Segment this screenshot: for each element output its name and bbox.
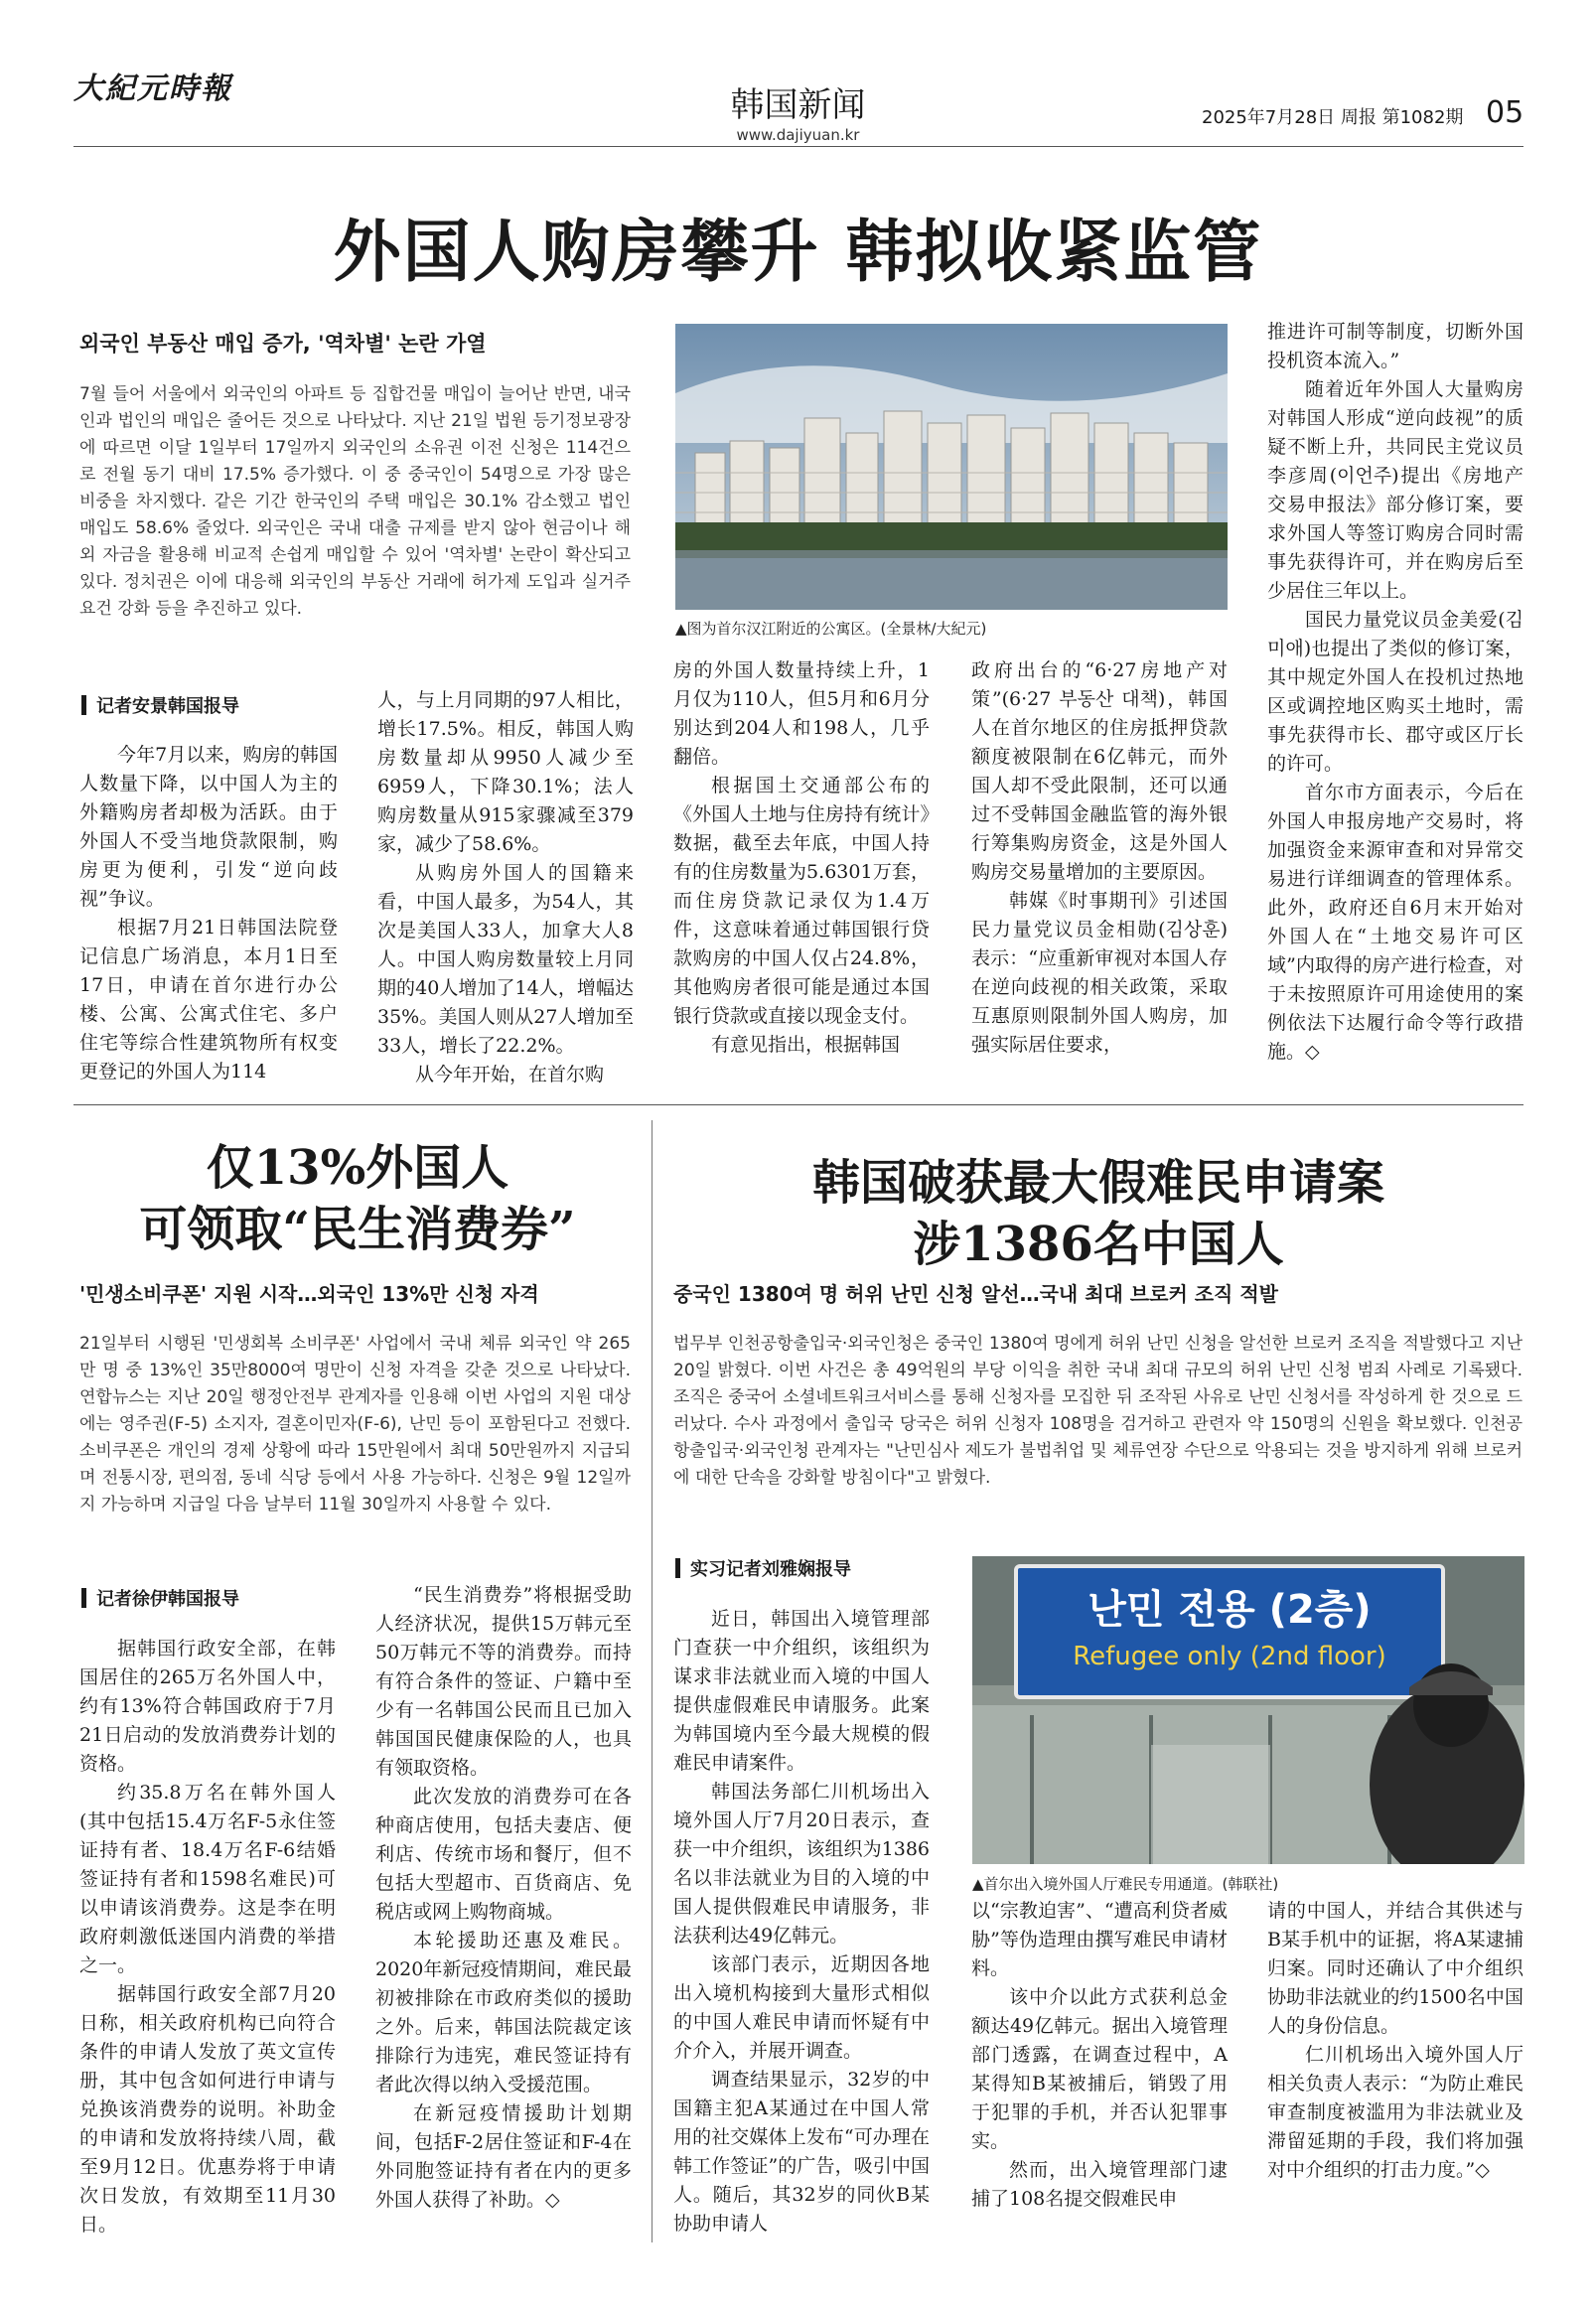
paragraph-continued: 政府出台的“6·27房地产对策”(6·27 부동산 대책)，韩国人在首尔地区的住房抵押贷款额度被限制在6亿韩元，而外国人却不受此限制，还可以通过不受韩国金融监管的海外银行筹集购房资金，这是外国人购房交易量增加的主要原因。 bbox=[971, 659, 1228, 883]
article3-headline-line-2: 涉1386名中国人 bbox=[913, 1217, 1284, 1272]
article3-headline-line-1: 韩国破获最大假难民申请案 bbox=[811, 1155, 1384, 1211]
article3-photo-caption: ▲首尔出入境外国人厅难民专用通道。(韩联社) bbox=[972, 1875, 1279, 1893]
article2-kr-body: 21일부터 시행된 '민생회복 소비쿠폰' 사업에서 국내 체류 외국인 약 265만 명 중 13%인 35만8000여 명만이 신청 자격을 갖춘 것으로 나타났다. 연합뉴스는 지난 20일 행정안전부 관계자를 인용해 이번 사업의 지원 대상에는 영주권(F-5) 소지자, 결혼이민자(F-6), 난민 등이 포함된다고 전했다. 소비쿠폰은 개인의 경제 상황에 따라 15만원에서 최대 50만원까지 지급되며 전통시장, 편의점, 동네 식당 등에서 사용 가능하다. 신청은 9월 12일까지 가능하며 지급일 다음 날부터 11월 30일까지 사용할 수 있다. bbox=[79, 1334, 631, 1515]
article3-headline bbox=[671, 1152, 1525, 1275]
article1-column-2 bbox=[377, 686, 634, 1089]
article3-kr-subhead: 중국인 1380여 명 허위 난민 신청 알선…국내 최대 브로커 조직 적발 bbox=[673, 1282, 1278, 1306]
article1-column-1 bbox=[79, 741, 338, 1086]
article2-column-1 bbox=[79, 1635, 336, 2239]
article2-headline-line-2: 可领取“民生消费券” bbox=[139, 1202, 576, 1257]
refugee-sign-english: Refugee only (2nd floor) bbox=[1073, 1642, 1386, 1671]
paragraph: 约35.8万名在韩外国人(其中包括15.4万名F-5永住签证持有者、18.4万名F-6结婚签证持有者和1598名难民)可以申请该消费券。这是李在明政府刺激低迷国内消费的举措之一。 bbox=[79, 1782, 336, 1976]
byline-marker bbox=[675, 1558, 680, 1578]
paragraph-continued: 推进许可制等制度，切断外国投机资本流入。” bbox=[1267, 321, 1523, 371]
article1-kr-subhead: 외국인 부동산 매입 증가, '역차별' 논란 가열 bbox=[79, 332, 487, 356]
section-title: 韩国新闻 bbox=[730, 85, 866, 125]
article3-column-1 bbox=[673, 1605, 930, 2239]
paragraph: 该中介以此方式获利总金额达49亿韩元。据出入境管理部门透露，在调查过程中，A某得知B某被捕后，销毁了用于犯罪的手机，并否认犯罪事实。 bbox=[971, 1986, 1228, 2152]
paragraph: 国民力量党议员金美爱(김미애)也提出了类似的修订案，其中规定外国人在投机过热地区或调控地区购买土地时，需事先获得市长、郡守或区厅长的许可。 bbox=[1267, 609, 1523, 775]
paragraph: 本轮援助还惠及难民。2020年新冠疫情期间，难民最初被排除在市政府类似的援助之外。后来，韩国法院裁定该排除行为违宪，难民签证持有者此次得以纳入受援范围。 bbox=[375, 1930, 632, 2095]
article1-byline-text: 记者安景韩国报导 bbox=[96, 696, 239, 717]
paragraph-continued: 人，与上月同期的97人相比，增长17.5%。相反，韩国人购房数量却从9950人减少至6959人，下降30.1%；法人购房数量从915家骤减至379家，减少了58.6%。 bbox=[377, 689, 634, 855]
article3-column-3 bbox=[1267, 1897, 1523, 2185]
article2-headline-line-1: 仅13%外国人 bbox=[206, 1140, 509, 1196]
article1-byline bbox=[81, 692, 239, 718]
article1-column-3 bbox=[673, 656, 930, 1060]
paragraph: 调查结果显示，32岁的中国籍主犯A某通过在中国人常用的社交媒体上发布“可办理在韩工作签证”的广告，吸引中国人。随后，其32岁的同伙B某协助申请人 bbox=[673, 2069, 930, 2235]
byline-marker bbox=[81, 695, 86, 715]
article2-column-2 bbox=[375, 1581, 632, 2215]
site-url[interactable]: www.dajiyuan.kr bbox=[736, 126, 860, 144]
article2-headline bbox=[79, 1137, 636, 1260]
page-number: 05 bbox=[1486, 95, 1524, 130]
paragraph: 韩媒《时事期刊》引述国民力量党议员金相勋(김상훈)表示：“应重新审视对本国人存在逆向歧视的相关政策，采取互惠原则限制外国人购房，加强实际居住要求， bbox=[971, 890, 1228, 1056]
paragraph: 根据国土交通部公布的《外国人土地与住房持有统计》数据，截至去年底，中国人持有的住房数量为5.6301万套，而住房贷款记录仅为1.4万件，这意味着通过韩国银行贷款购房的中国人仅占24.8%，其他购房者很可能是通过本国银行贷款或直接以现金支付。 bbox=[673, 775, 930, 1027]
article1-column-4 bbox=[971, 656, 1228, 1060]
paragraph: 首尔市方面表示，今后在外国人申报房地产交易时，将加强资金来源审查和对异常交易进行详细调查的管理体系。此外，政府还自6月末开始对外国人在“土地交易许可区域”内取得的房产进行检查，对于未按照原许可用途使用的案例依法下达履行命令等行政措施。◇ bbox=[1267, 782, 1523, 1063]
paragraph: 据韩国行政安全部7月20日称，相关政府机构已向符合条件的申请人发放了英文宣传册，其中包含如何进行申请与兑换该消费券的说明。补助金的申请和发放将持续八周，截至9月12日。优惠券将于申请次日发放，有效期至11月30日。 bbox=[79, 1983, 336, 2236]
paragraph: 近日，韩国出入境管理部门查获一中介组织，该组织为谋求非法就业而入境的中国人提供虚假难民申请服务。此案为韩国境内至今最大规模的假难民申请案件。 bbox=[673, 1608, 930, 1774]
paragraph: 该部门表示，近期因各地出入境机构接到大量形式相似的中国人难民申请而怀疑有中介介入，并展开调查。 bbox=[673, 1953, 930, 2062]
paragraph: 今年7月以来，购房的韩国人数量下降，以中国人为主的外籍购房者却极为活跃。由于外国人不受当地贷款限制，购房更为便利，引发“逆向歧视”争议。 bbox=[79, 744, 338, 910]
article1-headline: 外国人购房攀升 韩拟收紧监管 bbox=[333, 213, 1263, 292]
article2-byline-text: 记者徐伊韩国报导 bbox=[96, 1589, 239, 1610]
column-divider bbox=[652, 1120, 653, 2242]
paragraph: 从购房外国人的国籍来看，中国人最多，为54人，其次是美国人33人，加拿大人8人。中国人购房数量较上月同期的40人增加了14人，增幅达35%。美国人则从27人增加至33人，增长了22.2%。 bbox=[377, 862, 634, 1057]
article1-column-5 bbox=[1267, 318, 1523, 1067]
paragraph: “民生消费券”将根据受助人经济状况，提供15万韩元至50万韩元不等的消费券。而持有符合条件的签证、户籍中至少有一名韩国公民而且已加入韩国国民健康保险的人，也具有领取资格。 bbox=[375, 1584, 632, 1779]
article3-byline-text: 实习记者刘雅娴报导 bbox=[690, 1559, 851, 1580]
apartment-photo bbox=[675, 324, 1228, 610]
newspaper-logo: 大紀元時報 bbox=[73, 72, 232, 106]
refugee-sign-korean: 난민 전용 (2층) bbox=[1088, 1587, 1372, 1633]
paragraph: 根据7月21日韩国法院登记信息广场消息，本月1日至17日，申请在首尔进行办公楼、公寓、公寓式住宅、多户住宅等综合性建筑物所有权变更登记的外国人为114 bbox=[79, 917, 338, 1083]
paragraph: 此次发放的消费券可在各种商店使用，包括夫妻店、便利店、传统市场和餐厅，但不包括大型超市、百货商店、免税店或网上购物商城。 bbox=[375, 1786, 632, 1923]
paragraph: 从今年开始，在首尔购 bbox=[415, 1064, 605, 1085]
section-divider bbox=[73, 1104, 1523, 1105]
article2-byline bbox=[81, 1585, 239, 1611]
paragraph: 仁川机场出入境外国人厅相关负责人表示：“为防止难民审查制度被滥用为非法就业及滞留延期的手段，我们将加强对中介组织的打击力度。”◇ bbox=[1267, 2044, 1523, 2181]
paragraph: 在新冠疫情援助计划期间，包括F-2居住签证和F-4在外同胞签证持有者在内的更多外国人获得了补助。◇ bbox=[375, 2102, 632, 2211]
paragraph: 据韩国行政安全部，在韩国居住的265万名外国人中，约有13%符合韩国政府于7月21日启动的发放消费券计划的资格。 bbox=[79, 1638, 336, 1775]
article3-column-2 bbox=[971, 1897, 1228, 2214]
paragraph: 韩国法务部仁川机场出入境外国人厅7月20日表示，查获一中介组织，该组织为1386名以非法就业为目的入境的中国人提供假难民申请服务，非法获利达49亿韩元。 bbox=[673, 1781, 930, 1947]
article1-kr-body: 7월 들어 서울에서 외국인의 아파트 등 집합건물 매입이 늘어난 반면, 내국인과 법인의 매입은 줄어든 것으로 나타났다. 지난 21일 법원 등기정보광장에 따르면 이달 1일부터 17일까지 외국인의 소유권 이전 신청은 114건으로 전월 동기 대비 17.5% 증가했다. 이 중 중국인이 54명으로 가장 많은 비중을 차지했다. 같은 기간 한국인의 주택 매입은 30.1% 감소했고 법인 매입도 58.6% 줄었다. 외국인은 국내 대출 규제를 받지 않아 현금이나 해외 자금을 활용해 비교적 손쉽게 매입할 수 있어 '역차별' 논란이 확산되고 있다. 정치권은 이에 대응해 외국인의 부동산 거래에 허가제 도입과 실거주 요건 강화 등을 추진하고 있다. bbox=[79, 384, 631, 619]
paragraph: 有意见指出，根据韩国 bbox=[711, 1034, 901, 1056]
article3-byline bbox=[675, 1555, 851, 1581]
article2-kr-subhead: '민생소비쿠폰' 지원 시작…외국인 13%만 신청 자격 bbox=[79, 1282, 539, 1306]
issue-date: 2025年7月28日 周报 第1082期 bbox=[1202, 107, 1464, 128]
paragraph: 然而，出入境管理部门逮捕了108名提交假难民申 bbox=[971, 2159, 1228, 2210]
paragraph-continued: 请的中国人，并结合其供述与B某手机中的证据，将A某逮捕归案。同时还确认了中介组织协助非法就业的约1500名中国人的身份信息。 bbox=[1267, 1900, 1523, 2037]
article3-kr-body: 법무부 인천공항출입국·외국인청은 중국인 1380여 명에게 허위 난민 신청을 알선한 브로커 조직을 적발했다고 지난 20일 밝혔다. 이번 사건은 총 49억원의 부당 이익을 취한 국내 최대 규모의 허위 난민 신청 범죄 사례로 기록됐다. 조직은 중국어 소셜네트워크서비스를 통해 신청자를 모집한 뒤 조작된 사유로 난민 신청서를 작성하게 한 것으로 드러났다. 수사 과정에서 출입국 당국은 허위 신청자 108명을 검거하고 관련자 약 150명의 신원을 확보했다. 인천공항출입국·외국인청 관계자는 "난민심사 제도가 불법취업 및 체류연장 수단으로 악용되는 것을 방지하게 위해 브로커에 대한 단속을 강화할 방침이다"고 밝혔다. bbox=[673, 1334, 1523, 1488]
paragraph-continued: 以“宗教迫害”、“遭高利贷者威胁”等伪造理由撰写难民申请材料。 bbox=[971, 1900, 1228, 1979]
paragraph: 随着近年外国人大量购房对韩国人形成“逆向歧视”的质疑不断上升，共同民主党议员李彦周(이언주)提出《房地产交易申报法》部分修订案，要求外国人等签订购房合同时需事先获得许可，并在购房后至少居住三年以上。 bbox=[1267, 378, 1523, 602]
header-rule bbox=[73, 146, 1523, 147]
refugee-sign-photo bbox=[972, 1556, 1524, 1864]
paragraph-continued: 房的外国人数量持续上升，1月仅为110人，但5月和6月分别达到204人和198人，几乎翻倍。 bbox=[673, 659, 930, 768]
byline-marker bbox=[81, 1588, 86, 1608]
article1-photo-caption: ▲图为首尔汉江附近的公寓区。(全景林/大紀元) bbox=[675, 620, 987, 638]
